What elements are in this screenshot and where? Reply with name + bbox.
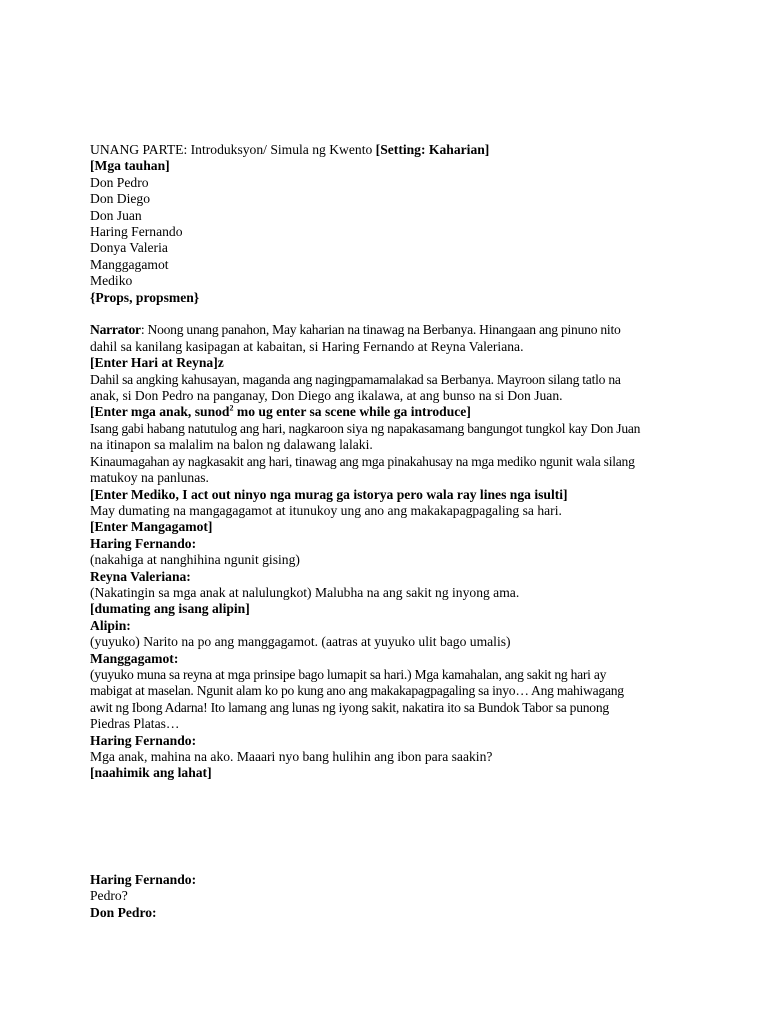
speaker-name: Haring Fernando: — [90, 535, 197, 551]
narration-line: Dahil sa angking kahusayan, maganda ang nagingpamamalakad sa Berbanya. Mayroon silang tatlo na — [90, 371, 621, 387]
dialogue-line: mabigat at maselan. Ngunit alam ko po kung ano ang makakapagpagaling sa inyo… Ang mahiwagang — [90, 683, 624, 699]
narration-line: Kinaumagahan ay nagkasakit ang hari, tinawag ang mga pinakahusay na mga mediko ngunit wala silang — [90, 453, 635, 469]
speaker-name: Reyna Valeriana: — [90, 568, 191, 584]
characters-header: [Mga tauhan] — [90, 158, 170, 174]
part-title: UNANG PARTE: Introduksyon/ Simula ng Kwento — [90, 142, 376, 157]
document-body — [90, 142, 690, 921]
stage-cue: [naahimik ang lahat] — [90, 765, 212, 781]
character-item: Haring Fernando — [90, 224, 183, 240]
speaker-name: Manggagamot: — [90, 650, 179, 666]
character-item: Don Diego — [90, 191, 151, 207]
blank-line — [90, 306, 690, 322]
stage-cue: [Enter Hari at Reyna]z — [90, 355, 224, 371]
props-header: {Props, propsmen} — [90, 289, 200, 305]
dialogue-line: Mga anak, mahina na ako. Maaari nyo bang hulihin ang ibon para saakin? — [90, 749, 493, 765]
speaker-name: Haring Fernando: — [90, 732, 197, 748]
stage-cue: [Enter Mangagamot] — [90, 519, 213, 535]
footnote-marker: 2 — [229, 403, 234, 413]
narration-line: anak, si Don Pedro na panganay, Don Diego ang ikalawa, at ang bunso na si Don Juan. — [90, 388, 563, 404]
part-heading — [90, 142, 690, 158]
narration-line: dahil sa kanilang kasipagan at kabaitan, si Haring Fernando at Reyna Valeriana. — [90, 338, 524, 354]
dialogue-line: (yuyuko muna sa reyna at mga prinsipe bago lumapit sa hari.) Mga kamahalan, ang sakit ng hari ay — [90, 666, 607, 682]
narration-text: : Noong unang panahon, May kaharian na tinawag na Berbanya. Hinangaan ang pinuno nito — [140, 322, 621, 338]
dialogue-line: (nakahiga at nanghihina ngunit gising) — [90, 552, 300, 568]
narration-line: Isang gabi habang natutulog ang hari, nagkaroon siya ng napakasamang bangungot tungkol kay Don Juan — [90, 420, 641, 436]
character-item: Donya Valeria — [90, 240, 168, 256]
character-item: Don Juan — [90, 207, 142, 223]
character-item: Mediko — [90, 273, 133, 289]
stage-cue — [90, 404, 690, 420]
dialogue-line: (yuyuko) Narito na po ang manggagamot. (aatras at yuyuko ulit bago umalis) — [90, 634, 511, 650]
stage-cue-text: [Enter mga anak, sunod — [90, 404, 230, 420]
character-item: Don Pedro — [90, 174, 149, 190]
stage-cue-text: mo ug enter sa scene while ga introduce] — [233, 404, 471, 420]
stage-cue: [Enter Mediko, I act out ninyo nga murag ga istorya pero wala ray lines nga isulti] — [90, 486, 568, 502]
narrator-label: Narrator — [90, 322, 141, 338]
blank-space — [90, 782, 690, 872]
dialogue-line: (Nakatingin sa mga anak at nalulungkot) Malubha na ang sakit ng inyong ama. — [90, 584, 520, 600]
narration-line — [90, 322, 690, 338]
character-item: Manggagamot — [90, 256, 169, 272]
dialogue-line: Pedro? — [90, 888, 128, 904]
speaker-name: Haring Fernando: — [90, 871, 197, 887]
stage-cue: [dumating ang isang alipin] — [90, 601, 250, 617]
dialogue-line: Piedras Platas… — [90, 716, 180, 732]
speaker-name: Don Pedro: — [90, 904, 157, 920]
dialogue-line: awit ng Ibong Adarna! Ito lamang ang lunas ng iyong sakit, nakatira ito sa Bundok Tabor sa punong — [90, 699, 609, 715]
setting-cue: [Setting: Kaharian] — [375, 142, 490, 157]
narration-line: matukoy na panlunas. — [90, 470, 209, 486]
speaker-name: Alipin: — [90, 617, 131, 633]
narration-line: May dumating na mangagagamot at itunukoy ung ano ang makakapagpagaling sa hari. — [90, 502, 562, 518]
narration-line: na itinapon sa malalim na balon ng dalawang lalaki. — [90, 437, 373, 453]
